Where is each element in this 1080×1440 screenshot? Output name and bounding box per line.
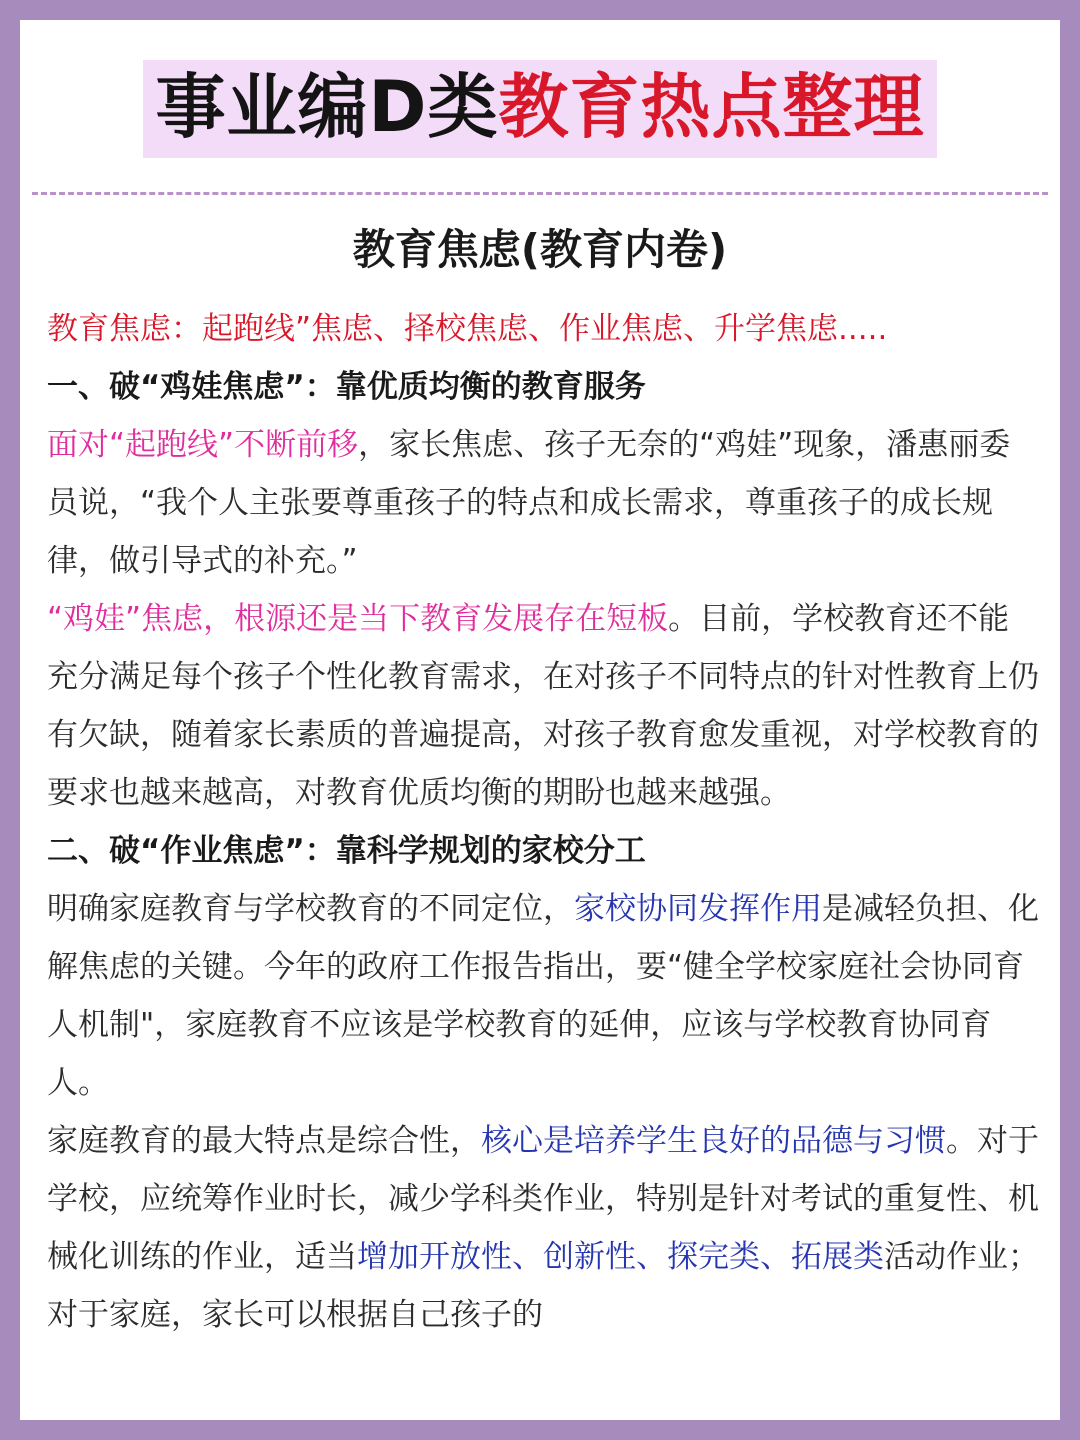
title-wrap <box>20 60 1060 158</box>
highlight-pink: 面对“起跑线”不断前移 <box>47 427 359 463</box>
paragraph-text: ，家长焦虑、孩子无奈的“鸡娃”现象，潘惠丽委员说，“我个人主张要尊重孩子的特点和成长需求，尊重孩子的成长规律，做引导式的补充。” <box>47 427 1011 579</box>
paragraph-text: 是减轻负担、化解焦虑的关键。今年的政府工作报告指出，要“健全学校家庭社会协同育人机制"，家庭教育不应该是学校教育的延伸，应该与学校教育协同育人。 <box>47 891 1039 1101</box>
article-body <box>47 300 1039 1344</box>
section1-heading: 一、破“鸡娃焦虑”：靠优质均衡的教育服务 <box>47 369 646 405</box>
paragraph-text: 明确家庭教育与学校教育的不同定位， <box>47 891 574 927</box>
highlight-pink: “鸡娃”焦虑，根源还是当下教育发展存在短板 <box>47 601 669 637</box>
section2-paragraph-2 <box>47 1112 1039 1344</box>
highlight-blue: 家校协同发挥作用 <box>574 891 822 927</box>
content-card <box>20 20 1060 1420</box>
paragraph-text: 家庭教育的最大特点是综合性， <box>47 1123 481 1159</box>
highlight-blue: 核心是培养学生良好的品德与习惯 <box>481 1123 946 1159</box>
section2-paragraph-1 <box>47 880 1039 1112</box>
dashed-divider <box>32 192 1048 195</box>
section2-heading: 二、破“作业焦虑”：靠科学规划的家校分工 <box>47 833 646 869</box>
paragraph-text: 。目前，学校教育还不能充分满足每个孩子个性化教育需求，在对孩子不同特点的针对性教育上仍有欠缺，随着家长素质的普遍提高，对孩子教育愈发重视，对学校教育的要求也越来越高，对教育优质均衡的期盼也越来越强。 <box>47 601 1039 811</box>
lead-line: 教育焦虑：起跑线”焦虑、择校焦虑、作业焦虑、升学焦虑..... <box>47 311 888 347</box>
paragraph-text: 。对于学校，应统筹作业时长，减少学科类作业，特别是针对考试的重复性、机械化训练的作业，适当 <box>47 1123 1039 1275</box>
section1-paragraph-1 <box>47 416 1039 590</box>
section1-paragraph-2 <box>47 590 1039 822</box>
highlight-blue: 增加开放性、创新性、探完类、拓展类 <box>357 1239 884 1275</box>
section-subtitle: 教育焦虑(教育内卷) <box>352 225 728 274</box>
title-part-red: 教育热点整理 <box>498 66 925 148</box>
paragraph-text: 活动作业；对于家庭，家长可以根据自己孩子的 <box>47 1239 1039 1333</box>
title-part-black: 事业编D类 <box>155 66 499 148</box>
page-title <box>143 60 936 158</box>
